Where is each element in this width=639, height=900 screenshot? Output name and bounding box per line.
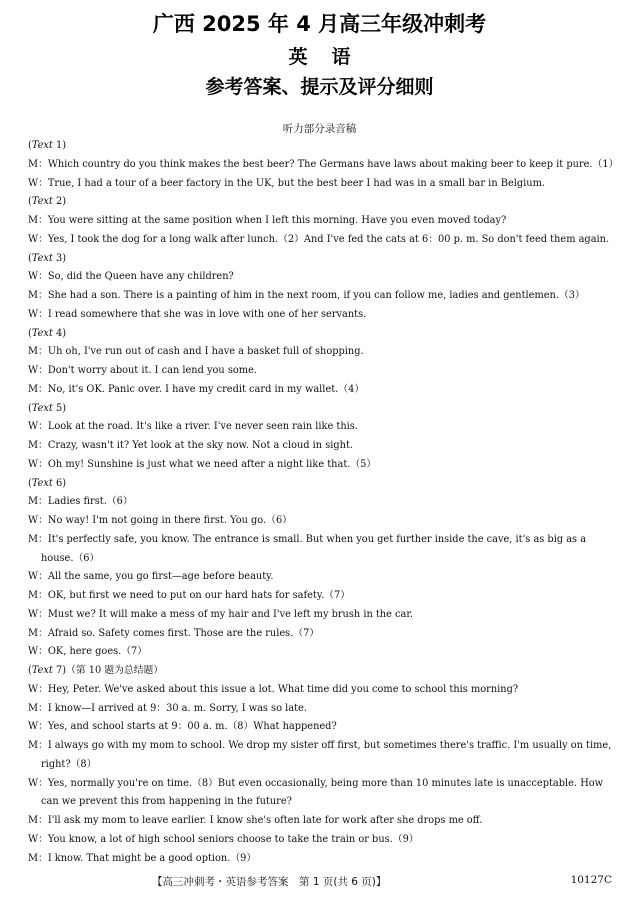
dialogue-text: M：Ladies first.（6）	[28, 496, 133, 508]
exam-title: 广西 2025 年 4 月高三年级冲刺考	[152, 12, 487, 36]
text-label-number: 2)	[52, 196, 67, 208]
dialogue-line	[28, 418, 616, 437]
dialogue-text: M：No, it's OK. Panic over. I have my credit card in my wallet.（4）	[28, 383, 365, 395]
dialogue-line	[28, 287, 616, 306]
dialogue-text: M：Which country do you think makes the best beer? The Germans have laws about making beer to keep it pure.（1）	[28, 158, 619, 170]
dialogue-line	[28, 306, 616, 325]
dialogue-line	[28, 831, 616, 850]
subject-title: 英语	[288, 46, 375, 68]
text-label-open: (	[28, 140, 32, 151]
text-label	[28, 193, 616, 212]
dialogue-text: M：Uh oh, I've run out of cash and I have a basket full of shopping.	[28, 346, 364, 358]
text-label-open: (	[28, 196, 32, 208]
dialogue-line	[28, 268, 616, 287]
text-label	[28, 250, 616, 269]
section-title: 听力部分录音稿	[282, 123, 357, 135]
dialogue-text: M：Afraid so. Safety comes first. Those are the rules.（7）	[28, 627, 320, 639]
dialogue-line	[28, 156, 619, 175]
text-label-number: 7)（第 10 题为总结题）	[52, 665, 164, 676]
dialogue-line	[28, 512, 616, 531]
dialogue-line	[28, 587, 616, 606]
text-label-number: 1)	[52, 140, 67, 151]
dialogue-text: W：Oh my! Sunshine is just what we need after a night like that.（5）	[28, 458, 377, 470]
text-label-number: 6)	[52, 477, 67, 489]
dialogue-text: W：Must we? It will make a mess of my hair and I've left my brush in the car.	[28, 608, 414, 620]
dialogue-text: M：It's perfectly safe, you know. The entrance is small. But when you get further inside the cave, it's as big as a house.（6）	[28, 533, 587, 564]
text-label-open: (	[28, 402, 32, 414]
text-label-name: Text	[31, 327, 53, 339]
dialogue-text: M：I know—I arrived at 9：30 a. m. Sorry, I was so late.	[28, 702, 307, 714]
dialogue-text: M：I always go with my mom to school. We drop my sister off first, but sometimes there's traffic. I'm usually on time, right?（8）	[28, 740, 612, 770]
dialogue-text: W：So, did the Queen have any children?	[28, 271, 234, 283]
dialogue-line	[28, 362, 616, 381]
dialogue-text: W：OK, here goes.（7）	[28, 646, 148, 658]
text-label-name: Text	[31, 665, 53, 676]
dialogue-line	[28, 456, 616, 475]
dialogue-text: M：You were sitting at the same position when I left this morning. Have you even moved today?	[28, 215, 507, 226]
dialogue-text: W：True, I had a tour of a beer factory in the UK, but the best beer I had was in a small bar in Belgium.	[28, 177, 545, 189]
text-label	[28, 400, 616, 419]
dialogue-line	[28, 531, 616, 569]
text-label-name: Text	[31, 402, 53, 414]
dialogue-line	[28, 343, 616, 362]
text-label	[28, 475, 616, 494]
dialogue-line	[28, 700, 616, 719]
text-label-number: 4)	[52, 327, 67, 339]
dialogue-text: W：All the same, you go first—age before beauty.	[28, 571, 274, 583]
dialogue-line	[28, 850, 616, 869]
dialogue-line	[28, 493, 616, 512]
text-label	[28, 662, 616, 681]
text-label-open: (	[28, 327, 32, 339]
dialogue-line	[28, 643, 616, 662]
dialogue-text: M：I know. That might be a good option.（9）	[28, 852, 257, 864]
dialogue-line	[28, 231, 616, 250]
dialogue-line	[28, 812, 616, 831]
dialogue-line	[28, 681, 616, 700]
text-label-number: 5)	[52, 402, 67, 414]
text-label-name: Text	[31, 477, 53, 489]
text-label-number: 3)	[52, 252, 67, 264]
footer-page-info: 【高三冲刺考・英语参考答案 第 1 页(共 6 页)】	[152, 876, 387, 888]
text-label-name: Text	[31, 196, 53, 208]
dialogue-line	[28, 625, 616, 644]
dialogue-text: W：Yes, and school starts at 9：00 a. m.（8）What happened?	[28, 721, 337, 733]
dialogue-line	[28, 212, 616, 231]
text-label-open: (	[28, 665, 32, 676]
text-label	[28, 137, 616, 156]
dialogue-line	[28, 775, 616, 813]
dialogue-line	[28, 718, 616, 737]
dialogue-text: W：I read somewhere that she was in love with one of her servants.	[28, 308, 367, 320]
dialogue-text: W：Hey, Peter. We've asked about this issue a lot. What time did you come to school this morning?	[28, 683, 519, 695]
dialogue-text: M：Crazy, wasn't it? Yet look at the sky now. Not a cloud in sight.	[28, 440, 354, 451]
dialogue-text: M：I'll ask my mom to leave earlier. I know she's often late for work after she drops me off.	[28, 815, 483, 826]
dialogue-text: W：Yes, I took the dog for a long walk after lunch.（2）And I've fed the cats at 6：00 p. m. So don't feed them again.	[28, 233, 610, 245]
dialogue-line	[28, 737, 616, 775]
dialogue-line	[28, 437, 616, 456]
dialogue-text: W：Yes, normally you're on time.（8）But even occasionally, being more than 10 minutes late is unacceptable. How can we prevent this from happening in the future?	[28, 777, 604, 808]
dialogue-line	[28, 175, 616, 194]
dialogue-line	[28, 568, 616, 587]
dialogue-text: W：Don't worry about it. I can lend you some.	[28, 365, 257, 376]
text-label-name: Text	[31, 252, 53, 264]
dialogue-text: W：Look at the road. It's like a river. I've never seen rain like this.	[28, 421, 358, 433]
dialogue-line	[28, 606, 616, 625]
footer-code: 10127C	[570, 874, 612, 886]
dialogue-line	[28, 381, 616, 400]
dialogue-text: M：She had a son. There is a painting of him in the next room, if you can follow me, ladies and gentlemen.（3）	[28, 290, 585, 301]
transcript-body	[28, 137, 619, 868]
dialogue-text: W：No way! I'm not going in there first. You go.（6）	[28, 515, 292, 526]
dialogue-text: M：OK, but first we need to put on our hard hats for safety.（7）	[28, 590, 351, 601]
text-label-open: (	[28, 477, 32, 489]
text-label	[28, 325, 616, 344]
text-label-open: (	[28, 252, 32, 264]
dialogue-text: W：You know, a lot of high school seniors choose to take the train or bus.（9）	[28, 833, 419, 845]
text-label-name: Text	[31, 140, 53, 151]
document-subtitle: 参考答案、提示及评分细则	[205, 76, 434, 98]
